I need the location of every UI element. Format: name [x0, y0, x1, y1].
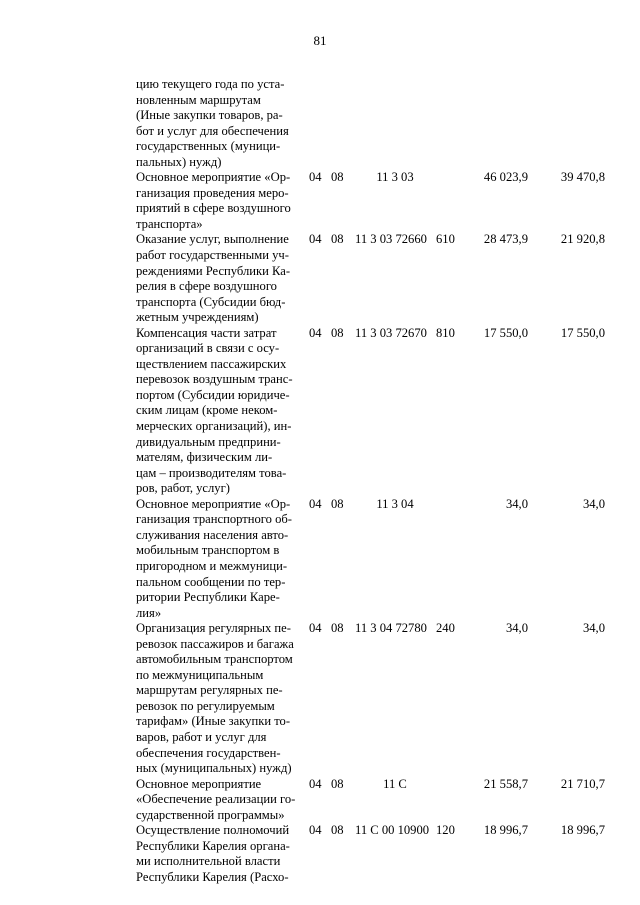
subsection-code: 08: [331, 496, 344, 511]
section-code: 04: [309, 823, 322, 838]
amount-year-1: 21 558,7: [483, 776, 528, 791]
amount-year-1: 34,0: [505, 496, 528, 511]
page-number: 81: [313, 33, 327, 48]
table-row: [0, 326, 640, 497]
expense-type-code: 240: [436, 621, 455, 636]
section-code: 04: [309, 621, 322, 636]
table-row: [0, 777, 640, 824]
table-row: [0, 497, 640, 621]
row-description: Оказание услуг, выполнение работ государственными уч- реждениями Республики Ка- релия в сфере воздушного транспорта (Субсидии бюд- жетным учреждениям): [136, 232, 291, 325]
table-row: [0, 823, 640, 885]
target-article-code: 11 С: [383, 776, 407, 791]
amount-year-2: 34,0: [582, 496, 605, 511]
amount-year-1: 18 996,7: [483, 823, 528, 838]
expense-type-code: 810: [436, 325, 455, 340]
amount-year-1: 46 023,9: [483, 170, 528, 185]
amount-year-2: 18 996,7: [560, 823, 605, 838]
subsection-code: 08: [331, 776, 344, 791]
target-article-code: 11 3 03: [376, 170, 414, 185]
table-row: [0, 621, 640, 776]
target-article-code: 11 3 04: [376, 496, 414, 511]
subsection-code: 08: [331, 823, 344, 838]
row-description: Осуществление полномочий Республики Карелия органа- ми исполнительной власти Республики Карелия (Расхо-: [136, 823, 290, 884]
section-code: 04: [309, 170, 322, 185]
amount-year-2: 34,0: [582, 621, 605, 636]
amount-year-2: 17 550,0: [560, 325, 605, 340]
budget-table: [0, 77, 640, 885]
section-code: 04: [309, 232, 322, 247]
section-code: 04: [309, 776, 322, 791]
subsection-code: 08: [331, 232, 344, 247]
subsection-code: 08: [331, 325, 344, 340]
subsection-code: 08: [331, 621, 344, 636]
section-code: 04: [309, 496, 322, 511]
subsection-code: 08: [331, 170, 344, 185]
row-description: Организация регулярных пе- ревозок пассажиров и багажа автомобильным транспортом по межмуниципальным маршрутам регулярных пе- ревозок по регулируемым тарифам» (Иные закупки то- варов, работ и услуг для обеспечения государствен- ных (муниципальных) нужд): [136, 621, 294, 776]
amount-year-1: 34,0: [505, 621, 528, 636]
row-description: Основное мероприятие «Обеспечение реализации го- сударственной программы»: [136, 776, 296, 822]
target-article-code: 11 3 03 72660: [355, 232, 427, 247]
amount-year-1: 17 550,0: [483, 325, 528, 340]
row-description: Основное мероприятие «Ор- ганизация транспортного об- служивания населения авто- мобильным транспортом в пригородном и межмуници- пальном сообщении по тер- ритории Республики Каре- лия»: [136, 496, 292, 620]
row-description: Основное мероприятие «Ор- ганизация проведения меро- приятий в сфере воздушного транспорта»: [136, 170, 291, 231]
target-article-code: 11 3 04 72780: [355, 621, 427, 636]
amount-year-2: 21 920,8: [560, 232, 605, 247]
expense-type-code: 120: [436, 823, 455, 838]
table-row: [0, 232, 640, 325]
amount-year-2: 21 710,7: [560, 776, 605, 791]
target-article-code: 11 3 03 72670: [355, 325, 427, 340]
section-code: 04: [309, 325, 322, 340]
row-description: цию текущего года по уста- новленным маршрутам (Иные закупки товаров, ра- бот и услуг для обеспечения государственных (муници- пальных) нужд): [136, 77, 289, 169]
expense-type-code: 610: [436, 232, 455, 247]
table-row: [0, 170, 640, 232]
table-row: [0, 77, 640, 170]
amount-year-2: 39 470,8: [560, 170, 605, 185]
amount-year-1: 28 473,9: [483, 232, 528, 247]
target-article-code: 11 С 00 10900: [355, 823, 430, 838]
row-description: Компенсация части затрат организаций в связи с осу- ществлением пассажирских перевозок воздушным транс- портом (Субсидии юридиче- ским лицам (кроме неком- мерческих организаций), ин- дивидуальным предприни- мателям, физическим ли- цам – производителям това- ров, работ, услуг): [136, 325, 293, 496]
